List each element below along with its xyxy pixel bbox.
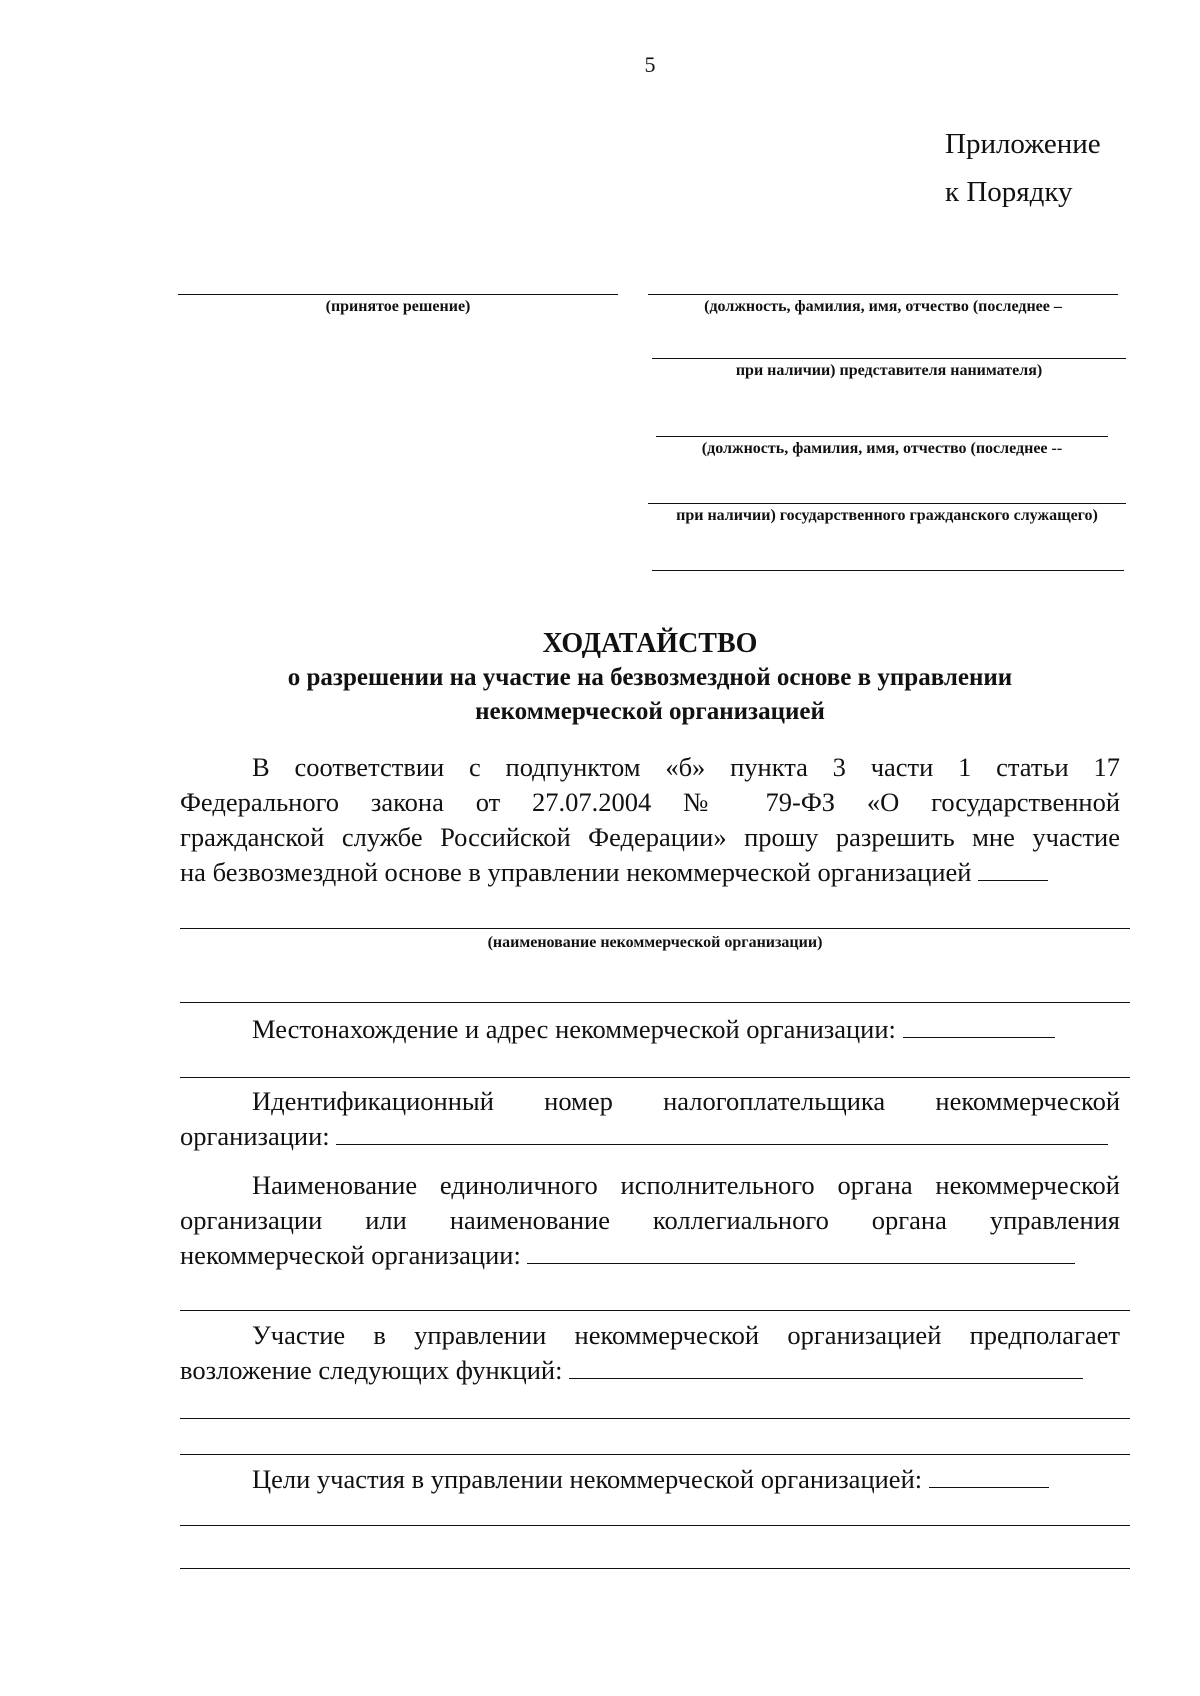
appendix-line-1: Приложение [945, 128, 1101, 160]
goals-line-1[interactable] [180, 1525, 1130, 1526]
representative-caption-2: при наличии) представителя нанимателя) [735, 362, 1043, 379]
intro-line-3: гражданской службе Российской Федерации» прошу разрешить мне участие [180, 822, 1120, 852]
inn-paragraph [180, 1084, 1120, 1154]
functions-line-1: Участие в управлении некоммерческой организацией предполагает [252, 1320, 1120, 1350]
representative-caption-1: (должность, фамилия, имя, отчество (последнее – [704, 298, 1062, 315]
functions-inline-field[interactable] [569, 1356, 1083, 1379]
decision-caption: (принятое решение) [325, 298, 471, 315]
page-number: 5 [644, 52, 656, 77]
document-subtitle-1: о разрешении на участие на безвозмездной основе в управлении [287, 664, 1013, 691]
org-name-inline-field[interactable] [978, 858, 1048, 881]
executive-line-2: организации или наименование коллегиального органа управления [180, 1205, 1120, 1235]
goals-label: Цели участия в управлении некоммерческой организацией: [252, 1464, 923, 1494]
representative-line-2[interactable] [652, 358, 1126, 359]
executive-line-3: некоммерческой организации: [180, 1240, 521, 1270]
servant-caption-1: (должность, фамилия, имя, отчество (последнее -- [701, 440, 1063, 457]
location-paragraph [180, 1012, 1120, 1047]
executive-line[interactable] [180, 1310, 1130, 1311]
representative-line-1[interactable] [648, 294, 1118, 295]
functions-paragraph [180, 1318, 1120, 1388]
org-name-line[interactable] [180, 928, 1130, 929]
appendix-reference [945, 120, 1101, 216]
goals-paragraph [180, 1462, 1120, 1497]
location-label: Местонахождение и адрес некоммерческой организации: [252, 1014, 896, 1044]
document-title: ХОДАТАЙСТВО [542, 628, 758, 659]
inn-line-1: Идентификационный номер налогоплательщика некоммерческой [252, 1086, 1120, 1116]
inn-inline-field[interactable] [336, 1122, 1108, 1145]
location-inline-field[interactable] [903, 1015, 1055, 1038]
intro-paragraph [180, 750, 1120, 890]
functions-line-2: возложение следующих функций: [180, 1355, 563, 1385]
intro-line-1: В соответствии с подпунктом «б» пункта 3 части 1 статьи 17 [252, 752, 1120, 782]
functions-line-1-rule[interactable] [180, 1418, 1130, 1419]
inn-line-2: организации: [180, 1121, 330, 1151]
intro-line-4: на безвозмездной основе в управлении некоммерческой организацией [180, 857, 972, 887]
executive-paragraph [180, 1168, 1120, 1273]
functions-line-2-rule[interactable] [180, 1454, 1130, 1455]
org-name-line-2[interactable] [180, 1002, 1130, 1003]
decision-line[interactable] [178, 294, 618, 295]
org-name-caption: (наименование некоммерческой организации) [487, 934, 823, 951]
intro-line-2: Федерального закона от 27.07.2004 № 79-ФЗ «О государственной [180, 787, 1120, 817]
goals-inline-field[interactable] [929, 1465, 1049, 1488]
servant-line-1[interactable] [656, 436, 1108, 437]
document-subtitle-2: некоммерческой организацией [475, 698, 825, 725]
goals-line-2[interactable] [180, 1568, 1130, 1569]
executive-line-1: Наименование единоличного исполнительного органа некоммерческой [252, 1170, 1120, 1200]
location-line[interactable] [180, 1077, 1130, 1078]
executive-inline-field[interactable] [527, 1241, 1075, 1264]
appendix-line-2: к Порядку [945, 176, 1073, 208]
signature-line[interactable] [652, 570, 1124, 571]
servant-caption-2: при наличии) государственного гражданского служащего) [676, 507, 1098, 524]
servant-line-2[interactable] [648, 503, 1126, 504]
